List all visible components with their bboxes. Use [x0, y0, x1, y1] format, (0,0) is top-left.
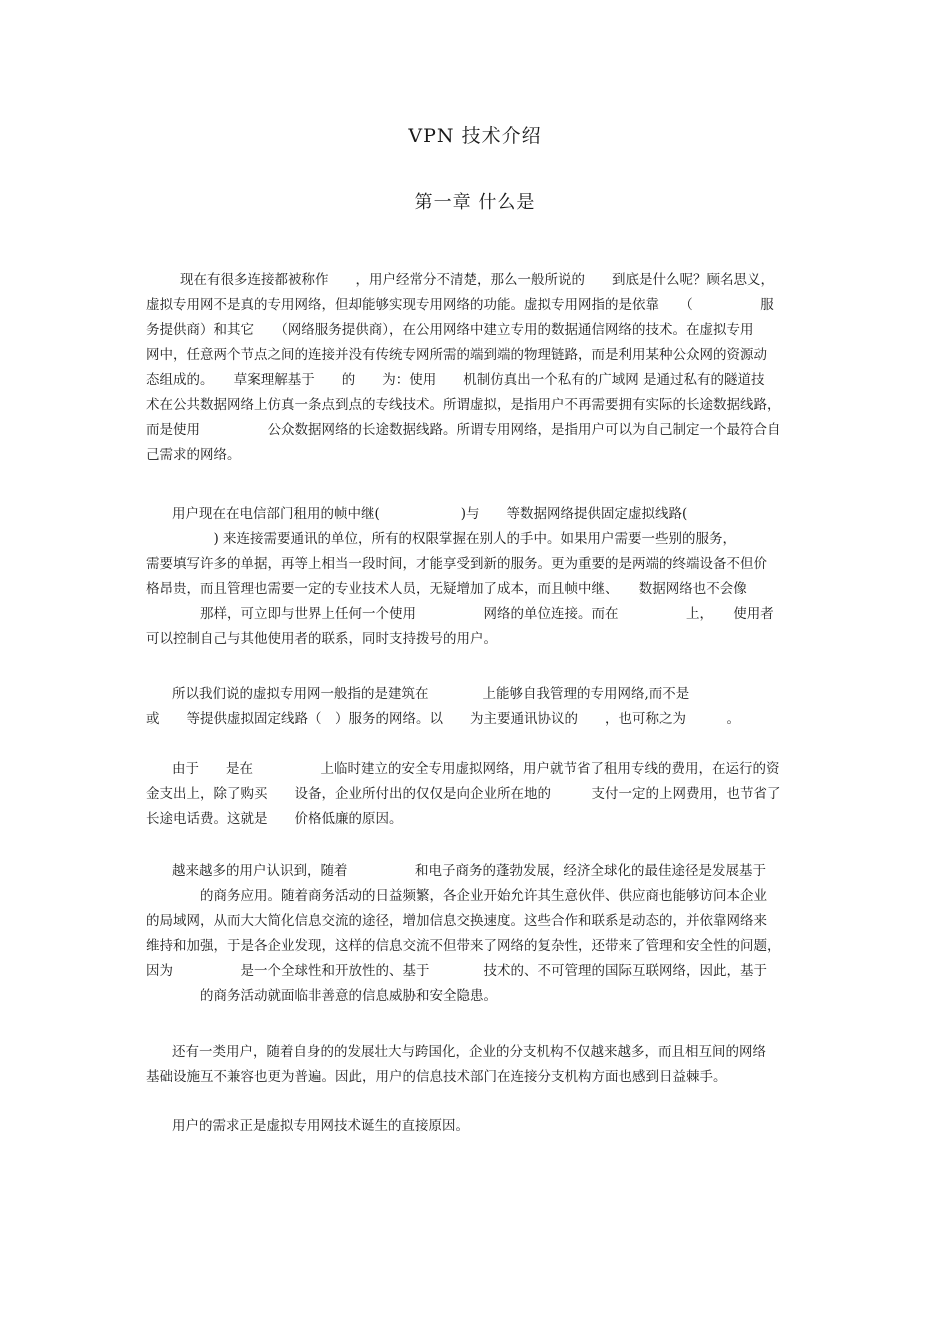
paragraph-line: 长途电话费。这就是 价格低廉的原因。 — [146, 811, 403, 827]
paragraph-branches — [146, 1040, 814, 1090]
paragraph-frame-relay — [146, 502, 814, 652]
paragraph-line: 用户现在在电信部门租用的帧中继( )与 等数据网络提供固定虚拟线路( — [172, 506, 688, 522]
paragraph-line: 维持和加强，于是各企业发现，这样的信息交流不但带来了网络的复杂性，还带来了管理和安全性的问题， — [146, 938, 781, 954]
paragraph-line: 而是使用 公众数据网络的长途数据线路。所谓专用网络，是指用户可以为自己制定一个最符合自 — [146, 422, 781, 438]
paragraph-line: 所以我们说的虚拟专用网一般指的是建筑在 上能够自我管理的专用网络,而不是 — [172, 686, 690, 702]
paragraph-cost — [146, 757, 814, 832]
chapter-title: 第一章 什么是 — [414, 192, 536, 213]
paragraph-line: 虚拟专用网不是真的专用网络，但却能够实现专用网络的功能。虚拟专用网指的是依靠 （ 服 — [146, 297, 774, 313]
paragraph-line: 或 等提供虚拟固定线路（ ）服务的网络。以 为主要通讯协议的 ，也可称之为 。 — [146, 711, 740, 727]
paragraph-definition — [146, 682, 814, 732]
paragraph-line: 格昂贵，而且管理也需要一定的专业技术人员，无疑增加了成本，而且帧中继、 数据网络也不会像 — [146, 581, 747, 597]
paragraph-line: 基础设施互不兼容也更为普遍。因此，用户的信息技术部门在连接分支机构方面也感到日益棘手。 — [146, 1069, 727, 1085]
paragraph-line: ) 来连接需要通讯的单位，所有的权限掌握在别人的手中。如果用户需要一些别的服务， — [146, 531, 737, 547]
paragraph-line: 的局域网，从而大大简化信息交流的途径，增加信息交换速度。这些合作和联系是动态的，并依靠网络来 — [146, 913, 767, 929]
paragraph-line: 的商务应用。随着商务活动的日益频繁，各企业开始允许其生意伙伴、供应商也能够访问本企业 — [146, 888, 767, 904]
paragraph-ecommerce — [146, 859, 814, 1009]
paragraph-line: 金支出上，除了购买 设备，企业所付出的仅仅是向企业所在地的 支付一定的上网费用，也节省了 — [146, 786, 781, 802]
paragraph-line: 需要填写许多的单据，再等上相当一段时间，才能享受到新的服务。更为重要的是两端的终端设备不但价 — [146, 556, 767, 572]
paragraph-line: 可以控制自己与其他使用者的联系，同时支持拨号的用户。 — [146, 631, 497, 647]
paragraph-line: 用户的需求正是虚拟专用网技术诞生的直接原因。 — [172, 1118, 469, 1134]
paragraph-line: 态组成的。 草案理解基于 的 为：使用 机制仿真出一个私有的广域网 是通过私有的隧道技 — [146, 372, 765, 388]
paragraph-line: 术在公共数据网络上仿真一条点到点的专线技术。所谓虚拟，是指用户不再需要拥有实际的长途数据线路， — [146, 397, 781, 413]
paragraph-line: 还有一类用户，随着自身的的发展壮大与跨国化，企业的分支机构不仅越来越多，而且相互间的网络 — [172, 1044, 766, 1060]
paragraph-conclusion — [146, 1114, 814, 1139]
paragraph-line: 因为 是一个全球性和开放性的、基于 技术的、不可管理的国际互联网络，因此，基于 — [146, 963, 767, 979]
paragraph-line: 那样，可立即与世界上任何一个使用 网络的单位连接。而在 上， 使用者 — [146, 606, 774, 622]
paragraph-line: 网中，任意两个节点之间的连接并没有传统专网所需的端到端的物理链路，而是利用某种公众网的资源动 — [146, 347, 767, 363]
paragraph-line: 越来越多的用户认识到，随着 和电子商务的蓬勃发展，经济全球化的最佳途径是发展基于 — [172, 863, 766, 879]
document-title: VPN 技术介绍 — [408, 125, 542, 147]
paragraph-line: 务提供商）和其它 （网络服务提供商），在公用网络中建立专用的数据通信网络的技术。在虚拟专用 — [146, 322, 754, 338]
paragraph-line: 现在有很多连接都被称作 ，用户经常分不清楚，那么一般所说的 到底是什么呢？顾名思义， — [180, 272, 774, 288]
paragraph-intro — [146, 268, 814, 468]
paragraph-line: 由于 是在 上临时建立的安全专用虚拟网络，用户就节省了租用专线的费用，在运行的资 — [172, 761, 780, 777]
paragraph-line: 己需求的网络。 — [146, 447, 241, 463]
paragraph-line: 的商务活动就面临非善意的信息威胁和安全隐患。 — [146, 988, 497, 1004]
